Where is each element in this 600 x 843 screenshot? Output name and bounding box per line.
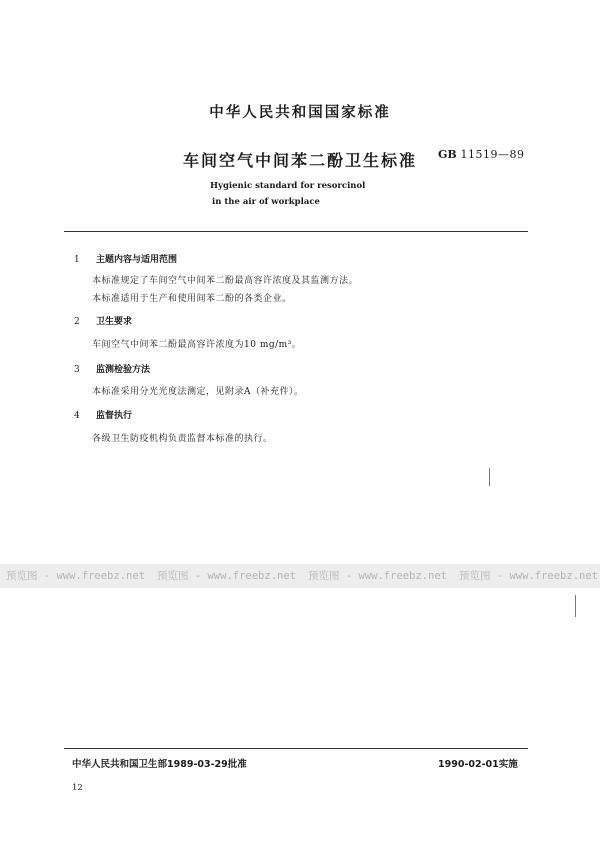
section-4-line-1: 各级卫生防疫机构负责监督本标准的执行。 [92, 434, 273, 444]
standard-prefix: GB [438, 148, 457, 161]
section-1-heading [74, 252, 177, 265]
scan-speck [489, 468, 490, 486]
country-standard-heading: 中华人民共和国国家标准 [209, 105, 391, 121]
section-title: 主题内容与适用范围 [96, 255, 178, 265]
standard-number: 11519—89 [460, 148, 525, 161]
section-4-heading [74, 408, 132, 421]
section-title: 监督执行 [96, 411, 133, 421]
section-2-heading [74, 314, 132, 327]
section-title: 监测检验方法 [96, 365, 151, 375]
top-divider [64, 231, 528, 232]
section-number: 1 [74, 255, 80, 265]
english-title-line-2: in the air of workplace [212, 197, 320, 207]
section-2-line-1: 车间空气中间苯二酚最高容许浓度为10 mg/m³。 [92, 340, 302, 350]
section-3-heading [74, 362, 150, 375]
section-3-line-1: 本标准采用分光光度法测定，见附录A（补充件）。 [92, 387, 304, 397]
scan-speck [575, 595, 576, 617]
section-number: 2 [74, 317, 80, 327]
bottom-divider [64, 748, 528, 749]
section-title: 卫生要求 [96, 317, 133, 327]
watermark-text: 预览图 - www.freebz.net [308, 570, 447, 582]
section-number: 4 [74, 411, 80, 421]
implementation-date: 1990-02-01实施 [438, 759, 518, 770]
section-number: 3 [74, 365, 80, 375]
english-title-line-1: Hygienic standard for resorcinol [210, 181, 366, 191]
standard-code [438, 148, 525, 161]
approval-line: 中华人民共和国卫生部1989-03-29批准 [72, 759, 247, 770]
page-number: 12 [72, 783, 83, 793]
watermark-text: 预览图 - www.freebz.net [6, 570, 145, 582]
section-1-line-1: 本标准规定了车间空气中间苯二酚最高容许浓度及其监测方法。 [92, 276, 359, 286]
watermark-strip [0, 564, 600, 588]
section-1-line-2: 本标准适用于生产和使用间苯二酚的各类企业。 [92, 294, 292, 304]
document-title: 车间空气中间苯二酚卫生标准 [182, 151, 417, 170]
watermark-text: 预览图 - www.freebz.net [459, 570, 598, 582]
watermark-text: 预览图 - www.freebz.net [157, 570, 296, 582]
english-title [210, 178, 365, 210]
